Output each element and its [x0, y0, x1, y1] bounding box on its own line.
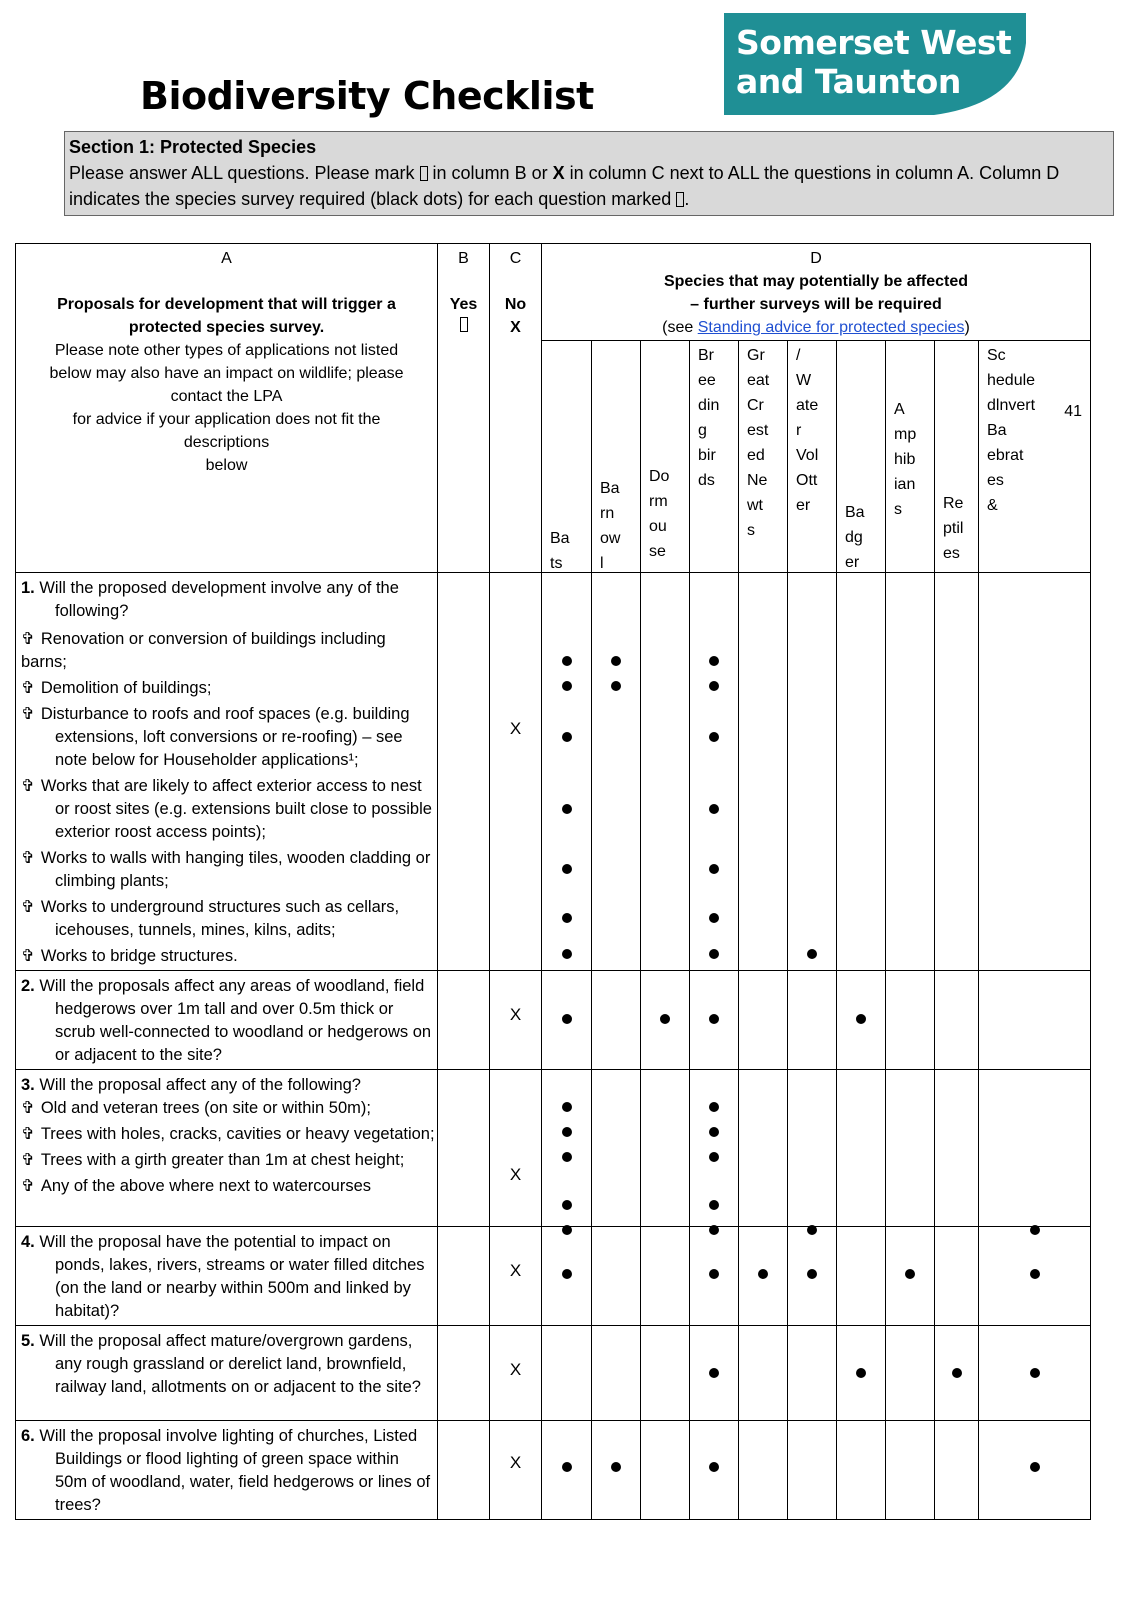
- no-mark: X: [509, 1165, 522, 1184]
- species-label-fragment: s: [894, 501, 902, 518]
- no-mark: X: [509, 1005, 522, 1024]
- species-survey-cell: [739, 1421, 788, 1520]
- survey-required-dot-icon: [952, 1368, 962, 1378]
- species-survey-cell: [690, 1326, 739, 1421]
- answer-yes-cell[interactable]: [438, 1421, 490, 1520]
- column-d-line-2: – further surveys will be required: [690, 296, 942, 313]
- answer-yes-cell[interactable]: [438, 573, 490, 971]
- species-label-fragment: ee: [698, 372, 716, 389]
- species-survey-cell: [542, 1421, 592, 1520]
- species-label-fragment: Vol: [796, 447, 819, 464]
- logo-line-1: Somerset West: [736, 23, 1012, 62]
- question-bullet: [21, 677, 435, 700]
- question-lead: [21, 975, 435, 1067]
- no-mark: X: [509, 1261, 522, 1280]
- species-survey-cell: [739, 573, 788, 971]
- question-text-cell: [16, 1070, 438, 1227]
- survey-required-dot-icon: [562, 1152, 572, 1162]
- species-survey-cell: [837, 1326, 886, 1421]
- survey-required-dot-icon: [807, 949, 817, 959]
- see-suffix: ): [964, 319, 970, 336]
- checkmark-placeholder-icon: [420, 166, 428, 181]
- species-label-fragment: ds: [698, 472, 715, 489]
- species-label-fragment: Br: [698, 347, 714, 364]
- column-a-note-line: descriptions: [183, 434, 270, 451]
- species-survey-cell: [886, 1326, 935, 1421]
- column-a-header: [16, 244, 438, 573]
- species-survey-cell: [542, 1326, 592, 1421]
- instr-part-b: in column B or: [427, 163, 553, 183]
- instr-part-c: in column C next to ALL the questions in column A. Column D indicates the species survey required (black dots) for each question marked: [69, 163, 1060, 209]
- column-c-mark: X: [510, 319, 521, 336]
- species-survey-cell: [788, 1227, 837, 1326]
- question-number: 3.: [21, 1076, 35, 1094]
- species-label-fragment: ptil: [943, 520, 964, 537]
- instr-x-mark: X: [552, 163, 565, 183]
- species-survey-cell: [739, 1070, 788, 1227]
- logo-line-2: and Taunton: [736, 62, 961, 101]
- question-row: [16, 1070, 1091, 1227]
- survey-required-dot-icon: [856, 1368, 866, 1378]
- survey-required-dot-icon: [905, 1269, 915, 1279]
- survey-required-dot-icon: [611, 1462, 621, 1472]
- answer-no-cell[interactable]: [490, 573, 542, 971]
- species-survey-cell: [739, 1227, 788, 1326]
- survey-required-dot-icon: [709, 681, 719, 691]
- species-label-fragment: se: [649, 543, 666, 560]
- species-survey-cell: [886, 573, 935, 971]
- species-survey-cell: [592, 1227, 641, 1326]
- species-survey-cell: [837, 1070, 886, 1227]
- column-a-note-line: below: [205, 457, 248, 474]
- species-survey-cell: [641, 1070, 690, 1227]
- column-c-label: No: [504, 296, 527, 313]
- species-label-fragment: s: [747, 522, 755, 539]
- question-number: 2.: [21, 977, 35, 995]
- species-survey-cell: [788, 971, 837, 1070]
- species-survey-cell: [935, 1070, 979, 1227]
- survey-required-dot-icon: [709, 1269, 719, 1279]
- survey-required-dot-icon: [856, 1014, 866, 1024]
- question-bullet: [21, 628, 435, 674]
- species-label-fragment: dg: [845, 529, 863, 546]
- standing-advice-link[interactable]: Standing advice for protected species: [697, 319, 965, 336]
- species-survey-cell: [592, 1326, 641, 1421]
- question-bullet: [21, 1097, 435, 1120]
- cross-bullet-icon: ✞: [21, 705, 35, 723]
- column-a-note-line: Please note other types of applications not listed: [54, 342, 399, 359]
- question-lead-text: Will the proposals affect any areas of woodland, field hedgerows over 1m tall and over 0.5m thick or scrub well-connected to woodland or hedgerows on or adjacent to the site?: [39, 977, 432, 1064]
- species-survey-cell: [935, 971, 979, 1070]
- species-label-fragment: Ott: [796, 472, 818, 489]
- column-a-note: [16, 339, 437, 477]
- species-survey-cell: [788, 1070, 837, 1227]
- species-label-fragment: wt: [747, 497, 763, 514]
- cross-bullet-icon: ✞: [21, 679, 35, 697]
- cross-bullet-icon: ✞: [21, 849, 35, 867]
- survey-required-dot-icon: [562, 681, 572, 691]
- species-survey-cell: [690, 1227, 739, 1326]
- question-text-cell: [16, 1421, 438, 1520]
- section-heading: Section 1: Protected Species: [69, 137, 317, 157]
- species-label-fragment: er: [845, 554, 860, 571]
- species-survey-cell: [542, 971, 592, 1070]
- bullet-text: Works to underground structures such as cellars, icehouses, tunnels, mines, kilns, adits;: [40, 898, 400, 939]
- question-lead: [21, 577, 435, 623]
- species-label-fragment: Re: [943, 495, 964, 512]
- species-label-fragment: W: [796, 372, 812, 389]
- species-survey-cell: [592, 1070, 641, 1227]
- question-row: [16, 1421, 1091, 1520]
- species-survey-cell: [935, 1227, 979, 1326]
- species-survey-cell: [935, 1421, 979, 1520]
- no-mark: X: [509, 1360, 522, 1379]
- survey-required-dot-icon: [562, 913, 572, 923]
- species-survey-cell: [542, 1070, 592, 1227]
- instr-part-d: .: [684, 189, 690, 209]
- bullet-text: Any of the above where next to watercourses: [40, 1177, 372, 1195]
- species-label-fragment: ate: [796, 397, 819, 414]
- survey-required-dot-icon: [709, 804, 719, 814]
- column-d-see-advice: [542, 316, 1090, 339]
- cross-bullet-icon: ✞: [21, 1177, 35, 1195]
- species-survey-cell: [979, 971, 1091, 1070]
- answer-no-cell[interactable]: [490, 1421, 542, 1520]
- cross-bullet-icon: ✞: [21, 1151, 35, 1169]
- species-survey-cell: [886, 971, 935, 1070]
- answer-no-cell[interactable]: [490, 971, 542, 1070]
- species-survey-cell: [886, 1227, 935, 1326]
- question-text-cell: [16, 1326, 438, 1421]
- survey-required-dot-icon: [562, 1269, 572, 1279]
- question-lead-text: Will the proposal have the potential to impact on ponds, lakes, rivers, streams or water filled ditches (on the land or nearby within 500m and linked by habitat)?: [39, 1233, 425, 1320]
- species-survey-cell: [690, 971, 739, 1070]
- survey-required-dot-icon: [709, 1200, 719, 1210]
- survey-required-dot-icon: [562, 1200, 572, 1210]
- page-number: 41: [1064, 403, 1082, 420]
- survey-required-dot-icon: [758, 1269, 768, 1279]
- species-label-fragment: ow: [600, 530, 621, 547]
- species-survey-cell: [690, 573, 739, 971]
- species-header: [690, 341, 739, 573]
- species-label-fragment: r: [796, 422, 802, 439]
- survey-required-dot-icon: [562, 949, 572, 959]
- answer-yes-cell[interactable]: [438, 971, 490, 1070]
- question-text-cell: [16, 971, 438, 1070]
- species-header: [979, 341, 1091, 573]
- question-number: 1.: [21, 579, 35, 597]
- survey-required-dot-icon: [562, 1014, 572, 1024]
- answer-yes-cell[interactable]: [438, 1070, 490, 1227]
- survey-required-dot-icon: [709, 1152, 719, 1162]
- species-survey-cell: [690, 1070, 739, 1227]
- question-text-cell: [16, 1227, 438, 1326]
- question-lead: [21, 1074, 435, 1097]
- species-survey-cell: [641, 1227, 690, 1326]
- species-label-fragment: ed: [747, 447, 765, 464]
- species-header: [837, 341, 886, 573]
- species-survey-cell: [788, 573, 837, 971]
- bullet-text: Trees with holes, cracks, cavities or heavy vegetation;: [40, 1125, 435, 1143]
- survey-required-dot-icon: [709, 1462, 719, 1472]
- column-c-header: [490, 244, 542, 573]
- bullet-text: Disturbance to roofs and roof spaces (e.g. building extensions, loft conversions or re-roofing) – see note below for Householder applications¹;: [40, 705, 410, 769]
- column-a-note-line: below may also have an impact on wildlife; please: [49, 365, 404, 382]
- question-bullet: [21, 896, 435, 942]
- survey-required-dot-icon: [562, 656, 572, 666]
- species-label-fragment: g: [698, 422, 707, 439]
- instr-part-a: Please answer ALL questions. Please mark: [69, 163, 420, 183]
- question-lead: [21, 1330, 435, 1399]
- question-text-cell: [16, 573, 438, 971]
- species-label-fragment: rm: [649, 493, 668, 510]
- survey-required-dot-icon: [709, 1014, 719, 1024]
- bullet-text: Trees with a girth greater than 1m at chest height;: [40, 1151, 405, 1169]
- cross-bullet-icon: ✞: [21, 947, 35, 965]
- species-label-fragment: ts: [550, 555, 563, 572]
- species-survey-cell: [690, 1421, 739, 1520]
- species-label-fragment: es: [987, 472, 1004, 489]
- species-label-fragment: Do: [649, 468, 670, 485]
- cross-bullet-icon: ✞: [21, 1099, 35, 1117]
- species-label-fragment: hib: [894, 451, 916, 468]
- survey-required-dot-icon: [709, 732, 719, 742]
- cross-bullet-icon: ✞: [21, 777, 35, 795]
- species-label-fragment: ou: [649, 518, 667, 535]
- species-label-fragment: eat: [747, 372, 770, 389]
- question-row: [16, 573, 1091, 971]
- survey-required-dot-icon: [709, 1127, 719, 1137]
- question-lead-text: Will the proposed development involve any of the following?: [39, 579, 399, 620]
- survey-required-dot-icon: [807, 1269, 817, 1279]
- answer-no-cell[interactable]: [490, 1070, 542, 1227]
- survey-required-dot-icon: [562, 1102, 572, 1112]
- survey-required-dot-icon: [562, 732, 572, 742]
- survey-required-dot-icon: [709, 1368, 719, 1378]
- survey-required-dot-icon: [562, 1127, 572, 1137]
- species-label-fragment: din: [698, 397, 720, 414]
- species-header: [739, 341, 788, 573]
- species-survey-cell: [641, 1326, 690, 1421]
- species-label-fragment: Ba: [987, 422, 1007, 439]
- survey-required-dot-icon: [660, 1014, 670, 1024]
- section-instruction-text: [69, 160, 1109, 212]
- survey-required-dot-icon: [709, 656, 719, 666]
- species-survey-cell: [886, 1421, 935, 1520]
- council-logo: [724, 13, 1026, 115]
- species-label-fragment: &: [987, 497, 998, 514]
- species-label-fragment: mp: [894, 426, 917, 443]
- question-row: [16, 971, 1091, 1070]
- species-survey-cell: [837, 1227, 886, 1326]
- species-label-fragment: dlnvert: [987, 397, 1036, 414]
- question-number: 6.: [21, 1427, 35, 1445]
- question-lead-text: Will the proposal involve lighting of churches, Listed Buildings or flood lighting of green space within 50m of woodland, water, field hedgerows or lines of trees?: [39, 1427, 431, 1514]
- survey-required-dot-icon: [709, 913, 719, 923]
- species-survey-cell: [837, 971, 886, 1070]
- bullet-text: Works that are likely to affect exterior access to nest or roost sites (e.g. extensions built close to possible exterior roost access points);: [40, 777, 432, 841]
- species-header: [788, 341, 837, 573]
- question-bullet: [21, 1175, 435, 1198]
- answer-yes-cell[interactable]: [438, 1227, 490, 1326]
- survey-required-dot-icon: [611, 656, 621, 666]
- page-title: Biodiversity Checklist: [140, 74, 594, 118]
- cross-bullet-icon: ✞: [21, 898, 35, 916]
- cross-bullet-icon: ✞: [21, 1125, 35, 1143]
- no-mark: X: [509, 1453, 522, 1472]
- answer-yes-cell[interactable]: [438, 1326, 490, 1421]
- species-label-fragment: rn: [600, 505, 615, 522]
- species-survey-cell: [979, 573, 1091, 971]
- question-lead-text: Will the proposal affect mature/overgrown gardens, any rough grassland or derelict land, brownfield, railway land, allotments on or adjacent to the site?: [39, 1332, 421, 1396]
- species-survey-cell: [979, 1326, 1091, 1421]
- species-label-fragment: est: [747, 422, 769, 439]
- species-header: [935, 341, 979, 573]
- question-bullet: [21, 847, 435, 893]
- column-a-title: Proposals for development that will trigger a protected species survey.: [57, 296, 396, 336]
- species-survey-cell: [935, 573, 979, 971]
- yes-checkmark-placeholder-icon: [460, 317, 468, 332]
- question-lead: [21, 1425, 435, 1517]
- cross-bullet-icon: ✞: [21, 630, 35, 648]
- species-label-fragment: l: [600, 555, 604, 572]
- bullet-text: Demolition of buildings;: [40, 679, 212, 697]
- species-survey-cell: [641, 971, 690, 1070]
- species-survey-cell: [542, 1227, 592, 1326]
- see-prefix: (see: [662, 319, 698, 336]
- answer-no-cell[interactable]: [490, 1227, 542, 1326]
- species-label-fragment: ian: [894, 476, 916, 493]
- section-instructions: [64, 131, 1114, 216]
- species-survey-cell: [592, 971, 641, 1070]
- species-survey-cell: [979, 1421, 1091, 1520]
- column-d-letter: D: [810, 250, 822, 267]
- survey-required-dot-icon: [1030, 1269, 1040, 1279]
- column-b-label: Yes: [449, 296, 478, 313]
- question-row: [16, 1227, 1091, 1326]
- survey-required-dot-icon: [1030, 1368, 1040, 1378]
- species-survey-cell: [592, 1421, 641, 1520]
- survey-required-dot-icon: [611, 681, 621, 691]
- species-label-fragment: Ne: [747, 472, 768, 489]
- column-b-header: [438, 244, 490, 573]
- species-survey-cell: [837, 573, 886, 971]
- question-bullet: [21, 703, 435, 772]
- species-label-fragment: Cr: [747, 397, 764, 414]
- survey-required-dot-icon: [562, 804, 572, 814]
- column-c-letter: C: [509, 250, 522, 267]
- species-label-fragment: Ba: [550, 530, 570, 547]
- question-bullet: [21, 1123, 435, 1146]
- no-mark: X: [509, 719, 522, 738]
- question-bullet: [21, 1149, 435, 1172]
- protected-species-table: [15, 243, 1091, 1520]
- answer-no-cell[interactable]: [490, 1326, 542, 1421]
- bullet-text: Works to bridge structures.: [40, 947, 238, 965]
- column-a-note-line: contact the LPA: [170, 388, 283, 405]
- survey-required-dot-icon: [562, 864, 572, 874]
- column-a-note-line: for advice if your application does not fit the: [72, 411, 381, 428]
- survey-required-dot-icon: [1030, 1462, 1040, 1472]
- species-label-fragment: ebrat: [987, 447, 1024, 464]
- species-survey-cell: [641, 1421, 690, 1520]
- species-header: [592, 341, 641, 573]
- species-survey-cell: [542, 573, 592, 971]
- bullet-text: Works to walls with hanging tiles, wooden cladding or climbing plants;: [40, 849, 431, 890]
- species-label-fragment: Ba: [845, 504, 865, 521]
- species-header: [542, 341, 592, 573]
- species-survey-cell: [979, 1227, 1091, 1326]
- species-label-fragment: er: [796, 497, 811, 514]
- column-a-letter: A: [221, 250, 232, 267]
- species-label-fragment: Ba: [600, 480, 620, 497]
- survey-required-dot-icon: [709, 864, 719, 874]
- question-bullet: [21, 775, 435, 844]
- species-label-fragment: /: [796, 347, 801, 364]
- species-label-fragment: A: [894, 401, 905, 418]
- species-survey-cell: [788, 1421, 837, 1520]
- species-survey-cell: [788, 1326, 837, 1421]
- question-number: 4.: [21, 1233, 35, 1251]
- species-label-fragment: es: [943, 545, 960, 562]
- question-row: [16, 1326, 1091, 1421]
- species-label-fragment: hedule: [987, 372, 1036, 389]
- question-lead-text: Will the proposal affect any of the following?: [39, 1076, 361, 1094]
- bullet-text: Old and veteran trees (on site or within 50m);: [40, 1099, 371, 1117]
- species-survey-cell: [592, 573, 641, 971]
- column-d-line-1: Species that may potentially be affected: [663, 273, 969, 290]
- column-b-letter: B: [458, 250, 469, 267]
- survey-required-dot-icon: [709, 949, 719, 959]
- species-survey-cell: [935, 1326, 979, 1421]
- question-lead: [21, 1231, 435, 1323]
- species-header: [641, 341, 690, 573]
- species-survey-cell: [641, 573, 690, 971]
- species-survey-cell: [979, 1070, 1091, 1227]
- species-label-fragment: bir: [698, 447, 716, 464]
- species-survey-cell: [837, 1421, 886, 1520]
- species-survey-cell: [886, 1070, 935, 1227]
- survey-required-dot-icon: [709, 1102, 719, 1112]
- species-survey-cell: [739, 971, 788, 1070]
- species-survey-cell: [739, 1326, 788, 1421]
- species-label-fragment: Sc: [987, 347, 1006, 364]
- species-label-fragment: Gr: [747, 347, 765, 364]
- column-d-header: [542, 244, 1091, 341]
- bullet-text: Renovation or conversion of buildings including barns;: [21, 630, 386, 671]
- species-header: [886, 341, 935, 573]
- survey-required-dot-icon: [562, 1462, 572, 1472]
- question-bullet: [21, 945, 435, 968]
- question-number: 5.: [21, 1332, 35, 1350]
